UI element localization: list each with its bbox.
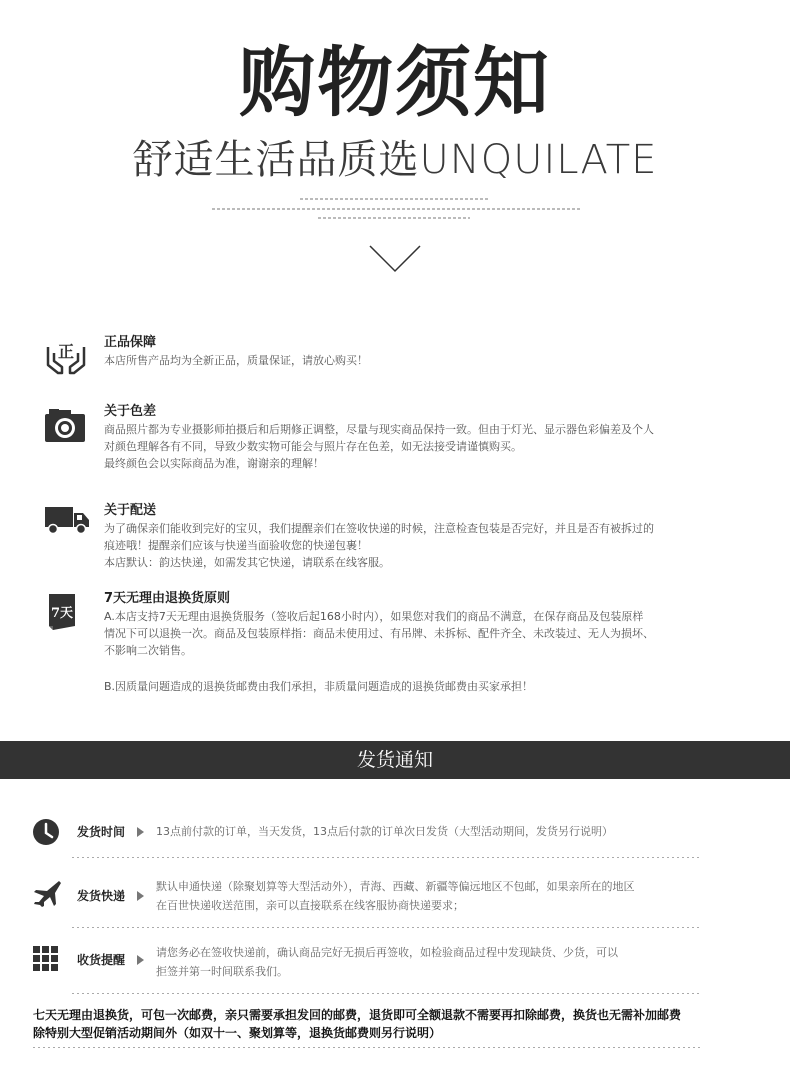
section-color [104, 403, 684, 472]
genuine-hands-icon [44, 337, 88, 377]
chevron-down-icon [368, 244, 424, 274]
section-line: 痕迹哦！提醒亲们应该与快递当面验收您的快递包裹！ [104, 539, 368, 552]
divider [33, 1047, 701, 1048]
divider [72, 927, 700, 928]
shipping-label: 发货时间 [77, 825, 126, 839]
arrow-right-icon [137, 955, 144, 965]
shipping-text: 在百世快递收送范围，亲可以直接联系在线客服协商快递要求； [156, 899, 464, 912]
return-policy-notice: 七天无理由退换货，可包一次邮费，亲只需要承担发回的邮费，退货即可全额退款不需要再扣除邮费，换货也无需补加邮费 [33, 1008, 682, 1022]
shipping-label: 收货提醒 [77, 953, 126, 967]
shipping-text: 请您务必在签收快递前，确认商品完好无损后再签收，如检验商品过程中发现缺货、少货，可以 [156, 946, 618, 959]
shipping-text: 默认申通快递（除聚划算等大型活动外），青海、西藏、新疆等偏远地区不包邮，如果亲所在的地区 [156, 880, 635, 893]
shipping-banner-title: 发货通知 [356, 749, 433, 771]
clock-icon [32, 818, 60, 846]
section-genuine [104, 334, 684, 369]
calendar-icon-text: 7天 [50, 606, 74, 621]
grid-icon [32, 945, 60, 973]
return-policy-notice: 除特别大型促销活动期间外（如双十一、聚划算等，退换货邮费则另行说明） [33, 1026, 442, 1040]
section-line: 本店默认：韵达快递，如需发其它快递，请联系在线客服。 [104, 556, 390, 569]
shipping-label: 发货快递 [77, 889, 126, 903]
section-returns [104, 590, 684, 659]
calendar-7-days-icon [46, 592, 78, 632]
section-delivery [104, 502, 684, 571]
airplane-icon [32, 878, 62, 908]
section-title: 7天无理由退换货原则 [104, 591, 231, 606]
fine-print-line [0, 208, 790, 210]
section-line: 本店所售产品均为全新正品，质量保证，请放心购买！ [104, 354, 368, 367]
section-line: A.本店支持7天无理由退换货服务（签收后起168小时内），如果您对我们的商品不满意，在保存商品及包装原样 [104, 610, 644, 623]
shipping-text: 拒签并第一时间联系我们。 [156, 965, 288, 978]
camera-icon [44, 407, 86, 443]
section-title: 关于色差 [104, 404, 157, 419]
arrow-right-icon [137, 827, 144, 837]
divider [72, 993, 700, 994]
section-line: 为了确保亲们能收到完好的宝贝，我们提醒亲们在签收快递的时候，注意检查包装是否完好，并且是否有被拆过的 [104, 522, 654, 535]
truck-icon [44, 505, 90, 535]
arrow-right-icon [137, 891, 144, 901]
page-subtitle: 舒适生活品质选UNQUILATE [132, 137, 658, 183]
section-line: 不影响二次销售。 [104, 644, 192, 657]
shipping-text: 13点前付款的订单，当天发货，13点后付款的订单次日发货（大型活动期间，发货另行说明） [156, 825, 613, 838]
divider [72, 857, 700, 858]
fine-print-line [0, 198, 790, 200]
section-returns-extra: B.因质量问题造成的退换货邮费由我们承担，非质量问题造成的退换货邮费由买家承担！ [104, 680, 534, 693]
section-line: 情况下可以退换一次。商品及包装原样指：商品未使用过、有吊牌、未拆标、配件齐全、未改装过、无人为损坏、 [104, 627, 654, 640]
svg-text:正: 正 [57, 342, 75, 361]
section-line: 商品照片都为专业摄影师拍摄后和后期修正调整，尽量与现实商品保持一致。但由于灯光、显示器色彩偏差及个人 [104, 423, 654, 436]
section-title: 关于配送 [104, 503, 157, 518]
fine-print-line [0, 217, 790, 219]
section-line: 对颜色理解各有不同，导致少数实物可能会与照片存在色差，如无法接受请谨慎购买。 [104, 440, 522, 453]
section-title: 正品保障 [104, 335, 157, 350]
section-line: 最终颜色会以实际商品为准，谢谢亲的理解！ [104, 457, 324, 470]
page-title: 购物须知 [239, 38, 551, 127]
